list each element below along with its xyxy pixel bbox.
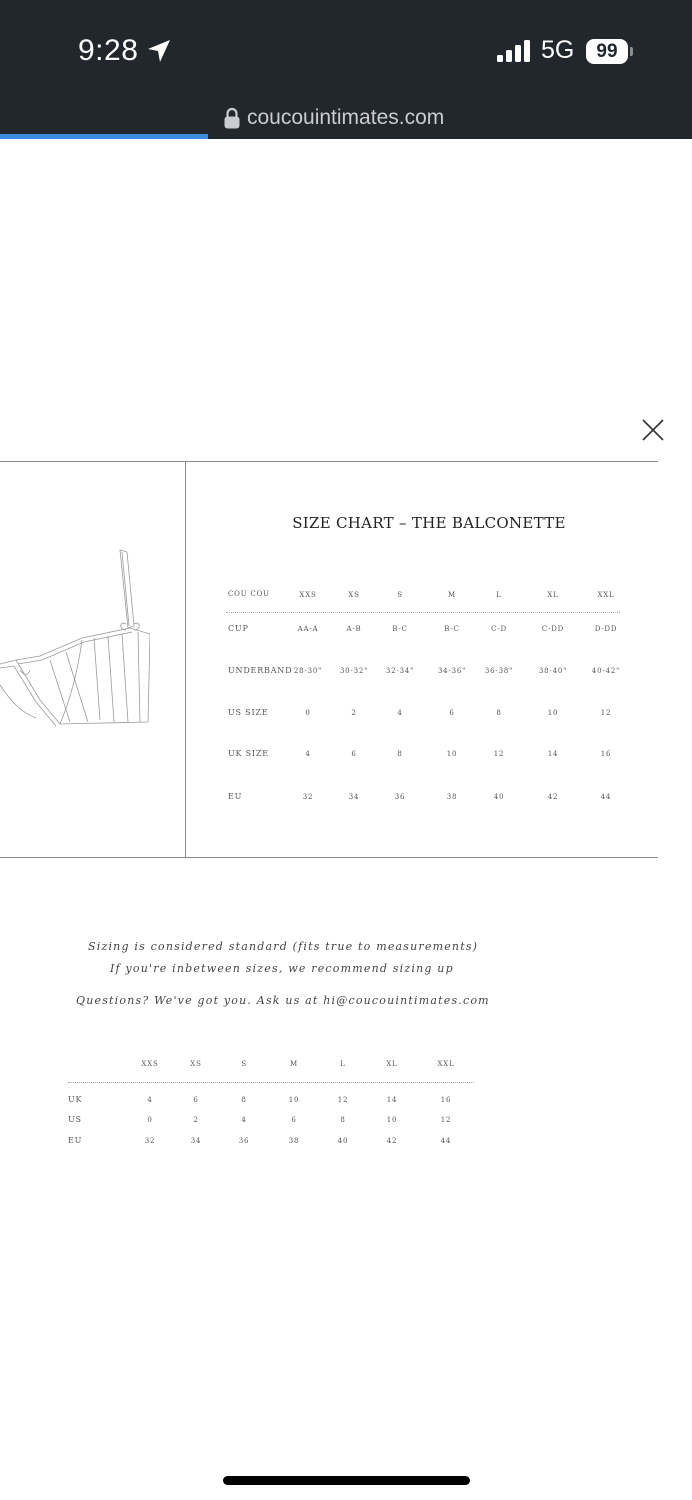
network-type: 5G: [541, 36, 575, 64]
conversion-table-cell: 40: [337, 1137, 349, 1145]
battery-level: 99: [596, 41, 618, 62]
size-chart-cell: D-DD: [594, 625, 618, 633]
size-chart-title: SIZE CHART – THE BALCONETTE: [292, 514, 566, 532]
size-chart-cell: 44: [600, 793, 612, 801]
size-chart-header-divider: [226, 612, 620, 613]
size-chart-cell: 34-36": [437, 667, 467, 675]
size-chart-cell: 40: [493, 793, 505, 801]
conversion-table-column-header: XXL: [437, 1060, 455, 1068]
sizing-advice: If you're inbetween sizes, we recommend sizing up: [110, 962, 454, 975]
size-chart-cell: B-C: [392, 625, 408, 633]
conversion-table-cell: 12: [440, 1116, 452, 1124]
size-chart-column-header: XL: [547, 591, 559, 599]
conversion-table-cell: 38: [288, 1137, 300, 1145]
size-chart-column-header: L: [496, 591, 502, 599]
size-chart-cell: 30-32": [339, 667, 369, 675]
conversion-table-cell: 6: [193, 1096, 199, 1104]
size-chart-cell: 38-40": [538, 667, 568, 675]
size-chart-cell: C-DD: [541, 625, 565, 633]
battery-indicator: [586, 39, 632, 64]
conversion-table-column-header: M: [290, 1060, 298, 1068]
conversion-table-cell: 6: [291, 1116, 297, 1124]
page-load-progress: [0, 134, 208, 139]
size-chart-cell: 8: [397, 750, 403, 758]
conversion-table-divider: [68, 1082, 474, 1083]
conversion-table-cell: 8: [340, 1116, 346, 1124]
conversion-table-row-label: US: [68, 1115, 82, 1124]
conversion-table-cell: 12: [337, 1096, 349, 1104]
size-chart-cell: AA-A: [297, 625, 319, 633]
size-chart-cell: 34: [348, 793, 360, 801]
size-chart-cell: 6: [351, 750, 357, 758]
conversion-table-cell: 42: [386, 1137, 398, 1145]
size-chart-row-label: UNDERBAND: [228, 666, 293, 675]
battery-tip: [630, 47, 633, 56]
conversion-table-cell: 36: [238, 1137, 250, 1145]
contact-note[interactable]: Questions? We've got you. Ask us at hi@coucouintimates.com: [76, 994, 490, 1007]
conversion-table-cell: 2: [193, 1116, 199, 1124]
conversion-table-row-label: EU: [68, 1136, 83, 1145]
size-chart-cell: 36: [394, 793, 406, 801]
conversion-table-cell: 34: [190, 1137, 202, 1145]
size-chart-column-header: S: [397, 591, 403, 599]
size-chart-cell: 28-30": [293, 667, 323, 675]
size-chart-row-label: US SIZE: [228, 708, 269, 717]
size-chart-cell: C-D: [491, 625, 507, 633]
conversion-table-cell: 10: [288, 1096, 300, 1104]
conversion-table-cell: 32: [144, 1137, 156, 1145]
conversion-table-cell: 8: [241, 1096, 247, 1104]
size-chart-cell: 32-34": [385, 667, 415, 675]
cellular-signal-icon: [497, 40, 533, 62]
lock-icon: [224, 107, 240, 129]
browser-top-bar: [0, 0, 692, 139]
size-chart-cell: 10: [547, 709, 559, 717]
size-chart-cell: 4: [397, 709, 403, 717]
size-chart-cell: 36-38": [484, 667, 514, 675]
chart-top-border: [0, 461, 658, 462]
size-chart-cell: 14: [547, 750, 559, 758]
size-chart-column-header: XS: [348, 591, 360, 599]
size-chart-cell: 32: [302, 793, 314, 801]
size-chart-cell: 0: [305, 709, 311, 717]
location-arrow-icon: [146, 38, 172, 64]
conversion-table-cell: 10: [386, 1116, 398, 1124]
size-chart-column-header: XXL: [597, 591, 615, 599]
home-indicator[interactable]: [223, 1476, 470, 1485]
size-chart-cell: 12: [600, 709, 612, 717]
size-chart-column-header: M: [448, 591, 456, 599]
size-chart-cell: 8: [496, 709, 502, 717]
size-chart-row-label: UK SIZE: [228, 749, 269, 758]
conversion-table-cell: 4: [147, 1096, 153, 1104]
address-bar[interactable]: [224, 104, 444, 132]
size-chart-cell: 42: [547, 793, 559, 801]
size-chart-cell: 10: [446, 750, 458, 758]
conversion-table-column-header: XXS: [141, 1060, 159, 1068]
conversion-table-column-header: S: [241, 1060, 247, 1068]
size-chart-cell: 4: [305, 750, 311, 758]
conversion-table-column-header: XL: [386, 1060, 398, 1068]
chart-corner-label: COU COU: [228, 590, 270, 598]
conversion-table-cell: 16: [440, 1096, 452, 1104]
size-chart-cell: 38: [446, 793, 458, 801]
size-chart-cell: 2: [351, 709, 357, 717]
size-chart-cell: 12: [493, 750, 505, 758]
size-chart-row-label: CUP: [228, 624, 249, 633]
conversion-table-cell: 0: [147, 1116, 153, 1124]
conversion-table-cell: 4: [241, 1116, 247, 1124]
balconette-bra-illustration: [0, 540, 150, 730]
size-chart-cell: 6: [449, 709, 455, 717]
conversion-table-column-header: XS: [190, 1060, 202, 1068]
conversion-table-row-label: UK: [68, 1095, 83, 1104]
conversion-table-column-header: L: [340, 1060, 346, 1068]
size-chart-column-header: XXS: [299, 591, 317, 599]
size-chart-cell: B-C: [444, 625, 460, 633]
conversion-table-cell: 14: [386, 1096, 398, 1104]
conversion-table-cell: 44: [440, 1137, 452, 1145]
chart-bottom-border: [0, 857, 658, 858]
size-chart-cell: A-B: [346, 625, 362, 633]
size-chart-cell: 16: [600, 750, 612, 758]
size-chart-cell: 40-42": [591, 667, 621, 675]
url-text[interactable]: coucouintimates.com: [247, 106, 445, 129]
sizing-note: Sizing is considered standard (fits true to measurements): [88, 940, 479, 953]
status-time: 9:28: [78, 34, 139, 67]
size-chart-row-label: EU: [228, 792, 243, 801]
close-icon[interactable]: [640, 417, 666, 443]
